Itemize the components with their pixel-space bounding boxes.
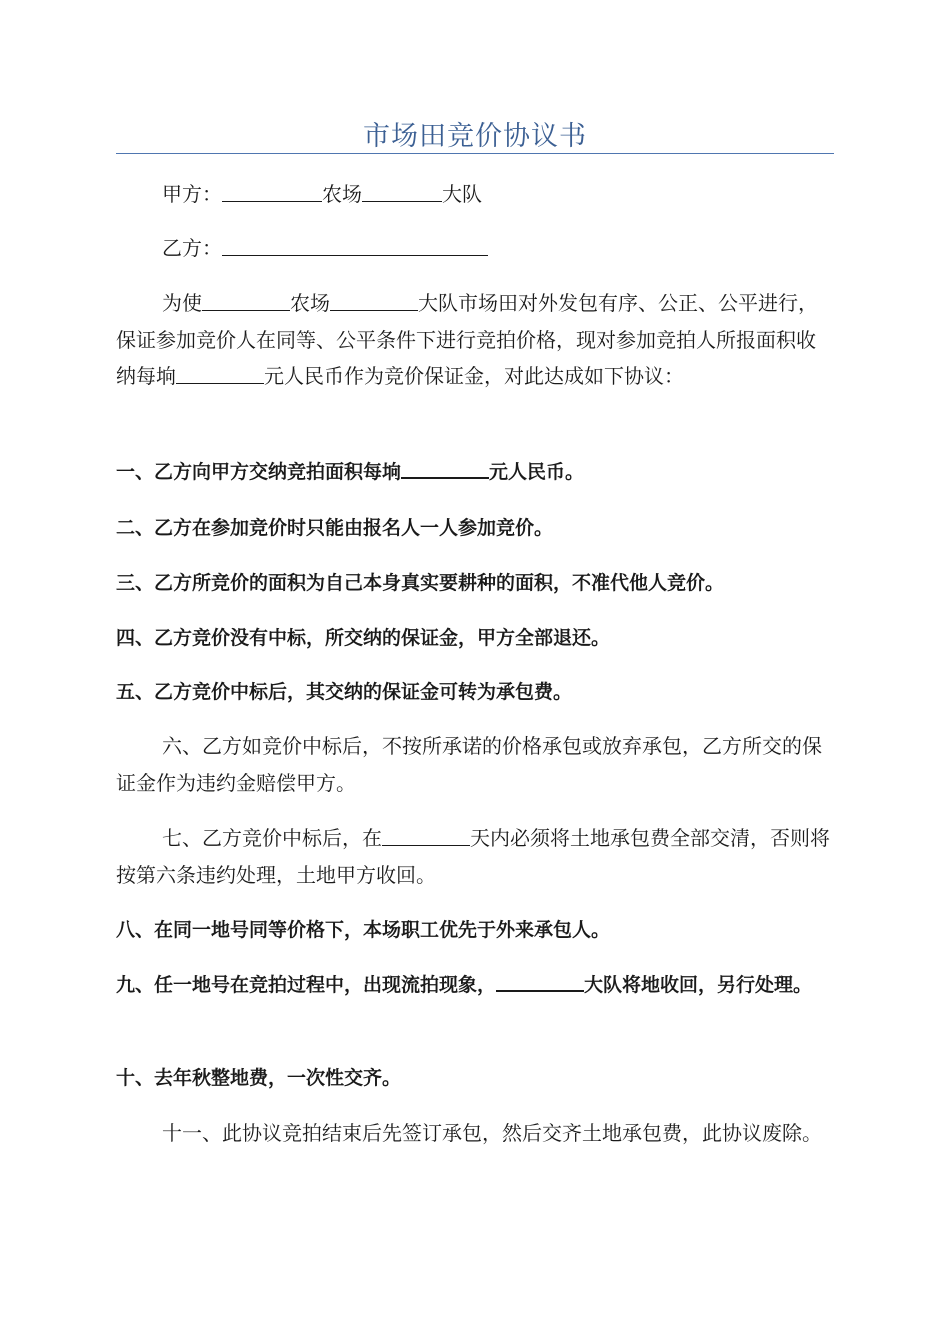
clause-3: 三、乙方所竞价的面积为自己本身真实要耕种的面积，不准代他人竞价。: [116, 572, 725, 594]
clause-6: 六、乙方如竞价中标后，不按所承诺的价格承包或放弃承包，乙方所交的保证金作为违约金赔偿甲方。: [116, 734, 822, 795]
title-underline: [116, 153, 834, 154]
clause-2: 二、乙方在参加竞价时只能由报名人一人参加竞价。: [116, 517, 554, 539]
clause-11: 十一、此协议竞拍结束后先签订承包，然后交齐土地承包费，此协议废除。: [162, 1121, 822, 1145]
farm-label: 农场: [322, 182, 362, 206]
blank-clause-9-brigade: [496, 970, 584, 992]
blank-deposit-amount: [176, 363, 264, 384]
clause-1: 一、乙方向甲方交纳竞拍面积每垧 元人民币。: [116, 454, 834, 491]
blank-brigade-name: [362, 181, 442, 202]
clause-8: 八、在同一地号同等价格下，本场职工优先于外来承包人。: [116, 919, 611, 941]
party-b-line: [116, 230, 834, 267]
blank-party-b-name: [222, 235, 488, 256]
intro-paragraph: 为使 农场 大队市场田对外发包有序、公正、公平进行，保证参加竞价人在同等、公平条件下进行竞拍价格，现对参加竞拍人所报面积收纳每垧 元人民币作为竞价保证金，对此达成如下协议：: [116, 291, 818, 388]
brigade-label: 大队: [442, 182, 482, 206]
blank-clause-1-amount: [401, 457, 489, 479]
clause-10: 十、去年秋整地费，一次性交齐。: [116, 1067, 402, 1089]
blank-clause-7-days: [382, 825, 470, 846]
party-a-line: [116, 176, 834, 213]
blank-intro-farm: [202, 290, 290, 311]
clause-7: 七、乙方竞价中标后，在 天内必须将土地承包费全部交清，否则将按第六条违约处理，土地甲方收回。: [116, 826, 830, 887]
blank-farm-name: [222, 181, 322, 202]
party-a-label: 甲方：: [162, 182, 222, 206]
clause-9: 九、任一地号在竞拍过程中，出现流拍现象， 大队将地收回，另行处理。: [116, 967, 834, 1004]
document-title: 市场田竞价协议书: [363, 121, 587, 152]
clause-4: 四、乙方竞价没有中标，所交纳的保证金，甲方全部退还。: [116, 627, 611, 649]
blank-intro-brigade: [330, 290, 418, 311]
party-b-label: 乙方：: [162, 236, 222, 260]
clause-5: 五、乙方竞价中标后，其交纳的保证金可转为承包费。: [116, 681, 573, 703]
